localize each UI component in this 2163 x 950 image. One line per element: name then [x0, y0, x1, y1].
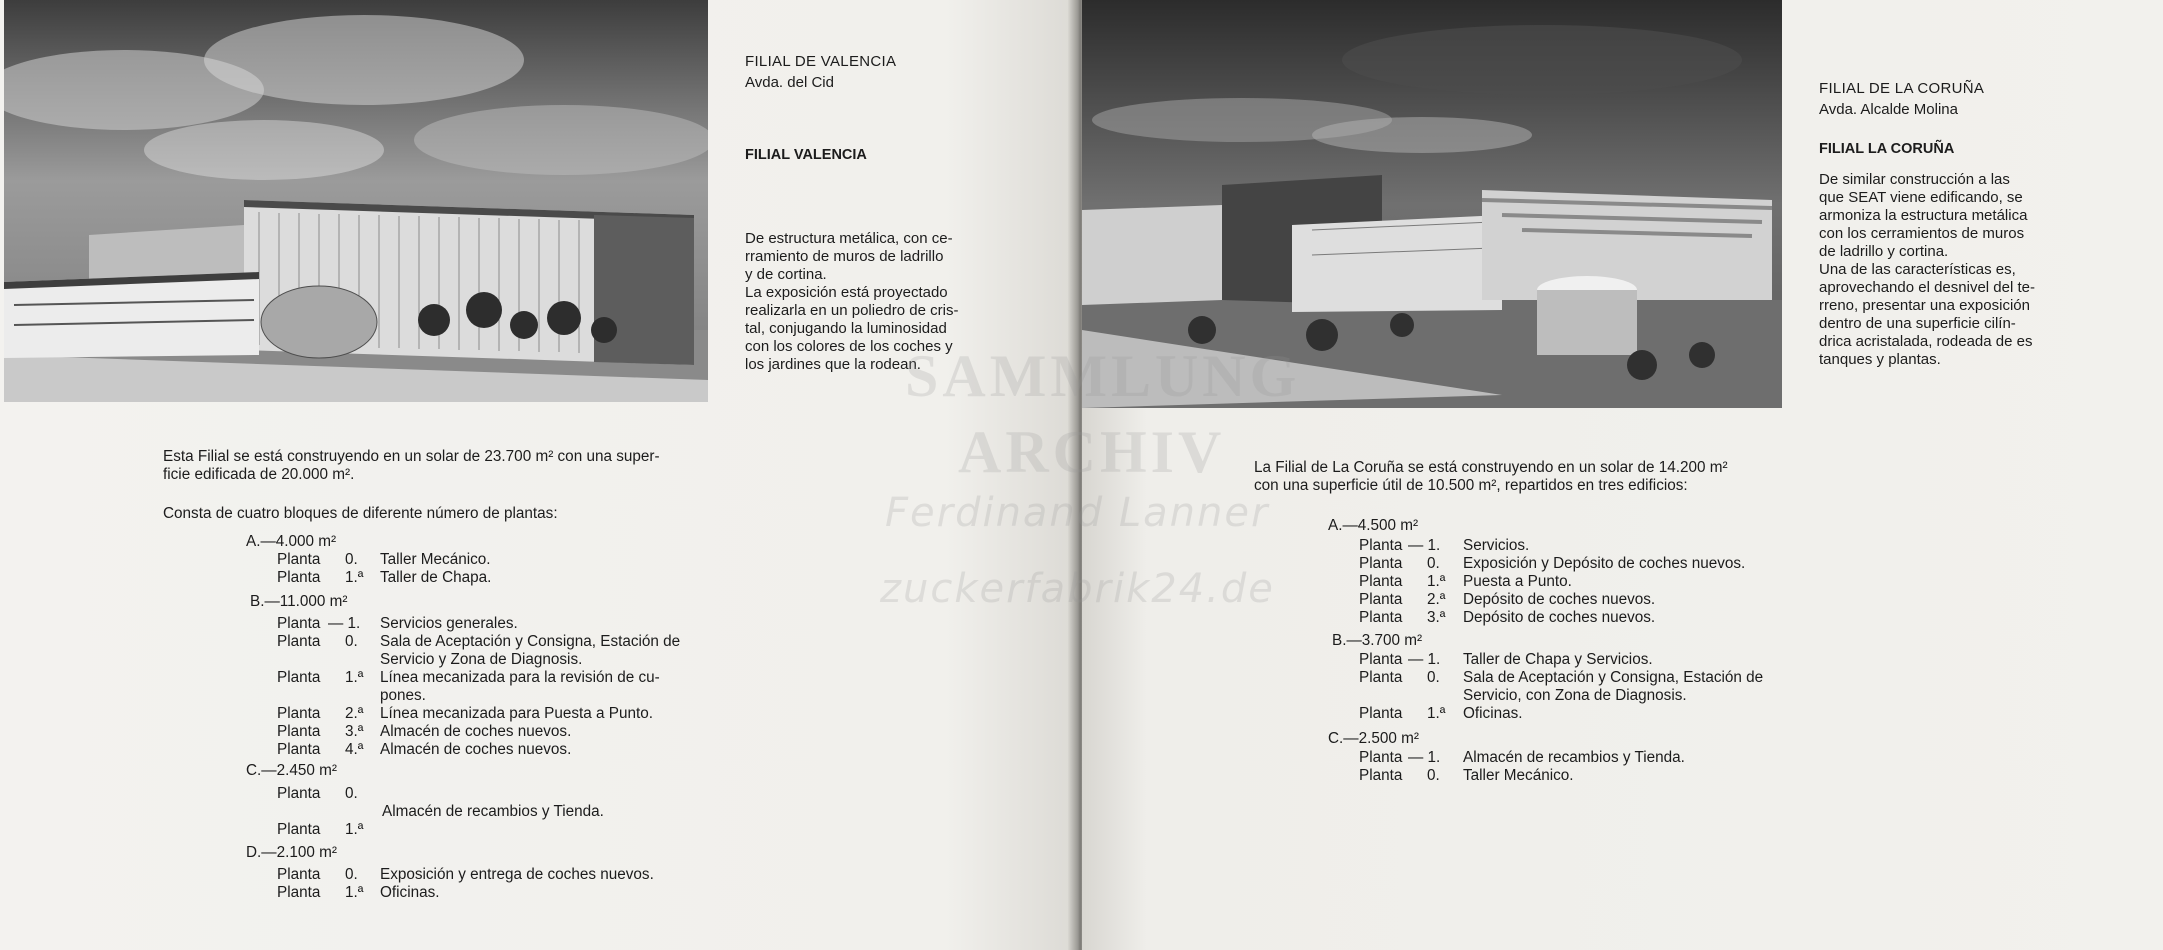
block-heading: A.—4.000 m² [246, 533, 337, 550]
planta-label: Planta [277, 785, 321, 802]
planta-text: Taller Mecánico. [380, 551, 491, 568]
planta-text: Taller de Chapa y Servicios. [1463, 651, 1653, 668]
desc-line: con los colores de los coches y [745, 338, 953, 355]
planta-level: 1.ª [345, 569, 364, 586]
watermark-line-1: SAMMLUNG [905, 343, 1301, 409]
planta-label: Planta [1359, 749, 1403, 766]
planta-label: Planta [277, 615, 321, 632]
desc-line: tanques y plantas. [1819, 351, 1941, 368]
desc-line: aprovechando el desnivel del te- [1819, 279, 2035, 296]
desc-line: rramiento de muros de ladrillo [745, 248, 944, 265]
planta-label: Planta [277, 884, 321, 901]
desc-line: dentro de una superficie cilín- [1819, 315, 2016, 332]
planta-label: Planta [1359, 591, 1403, 608]
planta-label: Planta [1359, 651, 1403, 668]
planta-level: 0. [1427, 767, 1440, 784]
planta-label: Planta [277, 669, 321, 686]
planta-level: — 1. [328, 615, 361, 632]
desc-line: tal, conjugando la luminosidad [745, 320, 947, 337]
planta-level: 0. [1427, 669, 1440, 686]
desc-line: los jardines que la rodean. [745, 356, 921, 373]
valencia-blocks-intro: Consta de cuatro bloques de diferente número de plantas: [163, 505, 558, 522]
planta-level: 0. [345, 551, 358, 568]
planta-label: Planta [1359, 537, 1403, 554]
desc-line: y de cortina. [745, 266, 827, 283]
intro-line: con una superficie útil de 10.500 m², repartidos en tres edificios: [1254, 477, 1688, 494]
planta-level: 2.ª [1427, 591, 1446, 608]
planta-level: — 1. [1408, 651, 1441, 668]
valencia-intro [163, 448, 660, 484]
planta-text: Depósito de coches nuevos. [1463, 591, 1656, 608]
right-page [1082, 0, 2163, 950]
planta-text: Almacén de coches nuevos. [380, 723, 572, 740]
planta-level: 1.ª [345, 669, 364, 686]
desc-line: La exposición está proyectado [745, 284, 948, 301]
planta-text: Servicios. [1463, 537, 1530, 554]
left-page [0, 0, 1075, 950]
planta-level: — 1. [1408, 749, 1441, 766]
valencia-title: FILIAL VALENCIA [745, 147, 867, 163]
planta-label: Planta [277, 821, 321, 838]
planta-label: Planta [277, 551, 321, 568]
planta-text: Oficinas. [1463, 705, 1523, 722]
desc-line: De estructura metálica, con ce- [745, 230, 953, 247]
desc-line: Una de las características es, [1819, 261, 2016, 278]
planta-text: Línea mecanizada para Puesta a Punto. [380, 705, 653, 722]
intro-line: ficie edificada de 20.000 m². [163, 466, 355, 483]
planta-text: Sala de Aceptación y Consigna, Estación de [380, 633, 681, 650]
watermark-line-2: ARCHIV [958, 419, 1226, 485]
planta-level: 1.ª [345, 821, 364, 838]
desc-line: que SEAT viene edificando, se [1819, 189, 2023, 206]
planta-level: 4.ª [345, 741, 364, 758]
planta-label: Planta [1359, 705, 1403, 722]
planta-level: — 1. [1408, 537, 1441, 554]
block-heading: A.—4.500 m² [1328, 517, 1419, 534]
planta-text: Línea mecanizada para la revisión de cu- [380, 669, 660, 686]
valencia-heading: FILIAL DE VALENCIA [745, 53, 897, 70]
block-heading: C.—2.450 m² [246, 762, 337, 779]
planta-label: Planta [1359, 669, 1403, 686]
planta-label: Planta [277, 866, 321, 883]
planta-level: 0. [1427, 555, 1440, 572]
desc-line: armoniza la estructura metálica [1819, 207, 2028, 224]
planta-label: Planta [1359, 767, 1403, 784]
block-heading: D.—2.100 m² [246, 844, 337, 861]
desc-line: de ladrillo y cortina. [1819, 243, 1949, 260]
planta-label: Planta [277, 705, 321, 722]
block-heading: C.—2.500 m² [1328, 730, 1419, 747]
desc-line: drica acristalada, rodeada de es [1819, 333, 2033, 350]
planta-text: Oficinas. [380, 884, 440, 901]
coruna-intro [1254, 459, 1728, 495]
coruna-heading: FILIAL DE LA CORUÑA [1819, 80, 1985, 97]
desc-line: realizarla en un poliedro de cris- [745, 302, 959, 319]
intro-line: La Filial de La Coruña se está construyendo en un solar de 14.200 m² [1254, 459, 1728, 476]
planta-text: Servicios generales. [380, 615, 518, 632]
block-heading: B.—3.700 m² [1332, 632, 1423, 649]
block-heading: B.—11.000 m² [250, 593, 348, 610]
planta-text-cont: Servicio, con Zona de Diagnosis. [1463, 687, 1687, 704]
planta-level: 0. [345, 785, 358, 802]
planta-level: 0. [345, 633, 358, 650]
valencia-address: Avda. del Cid [745, 74, 834, 91]
coruna-address: Avda. Alcalde Molina [1819, 101, 1958, 118]
planta-label: Planta [1359, 555, 1403, 572]
planta-level: 2.ª [345, 705, 364, 722]
planta-level: 3.ª [345, 723, 364, 740]
coruna-title: FILIAL LA CORUÑA [1819, 141, 1955, 157]
planta-text: Taller de Chapa. [380, 569, 492, 586]
planta-text: Taller Mecánico. [1463, 767, 1574, 784]
planta-text: Depósito de coches nuevos. [1463, 609, 1656, 626]
coruna-description [1819, 171, 2059, 369]
planta-level: 1.ª [1427, 573, 1446, 590]
planta-level: 3.ª [1427, 609, 1446, 626]
desc-line: De similar construcción a las [1819, 171, 2010, 188]
planta-text: Sala de Aceptación y Consigna, Estación de [1463, 669, 1764, 686]
watermark-line-4: zuckerfabrik24.de [880, 566, 1275, 612]
watermark-line-3: Ferdinand Lanner [885, 490, 1270, 536]
planta-label: Planta [277, 723, 321, 740]
planta-text: Exposición y Depósito de coches nuevos. [1463, 555, 1746, 572]
valencia-building-photo [4, 0, 708, 402]
planta-label: Planta [277, 633, 321, 650]
planta-level: 1.ª [345, 884, 364, 901]
desc-line: con los cerramientos de muros [1819, 225, 2025, 242]
planta-text: Almacén de recambios y Tienda. [382, 803, 604, 820]
planta-text-cont: Servicio y Zona de Diagnosis. [380, 651, 583, 668]
planta-label: Planta [1359, 609, 1403, 626]
planta-level: 0. [345, 866, 358, 883]
intro-line: Esta Filial se está construyendo en un solar de 23.700 m² con una super- [163, 448, 660, 465]
planta-text: Almacén de recambios y Tienda. [1463, 749, 1685, 766]
planta-text: Puesta a Punto. [1463, 573, 1572, 590]
planta-text: Almacén de coches nuevos. [380, 741, 572, 758]
planta-label: Planta [277, 741, 321, 758]
planta-label: Planta [277, 569, 321, 586]
planta-level: 1.ª [1427, 705, 1446, 722]
planta-text-cont: pones. [380, 687, 426, 704]
desc-line: rreno, presentar una exposición [1819, 297, 2030, 314]
planta-label: Planta [1359, 573, 1403, 590]
planta-text: Exposición y entrega de coches nuevos. [380, 866, 654, 883]
